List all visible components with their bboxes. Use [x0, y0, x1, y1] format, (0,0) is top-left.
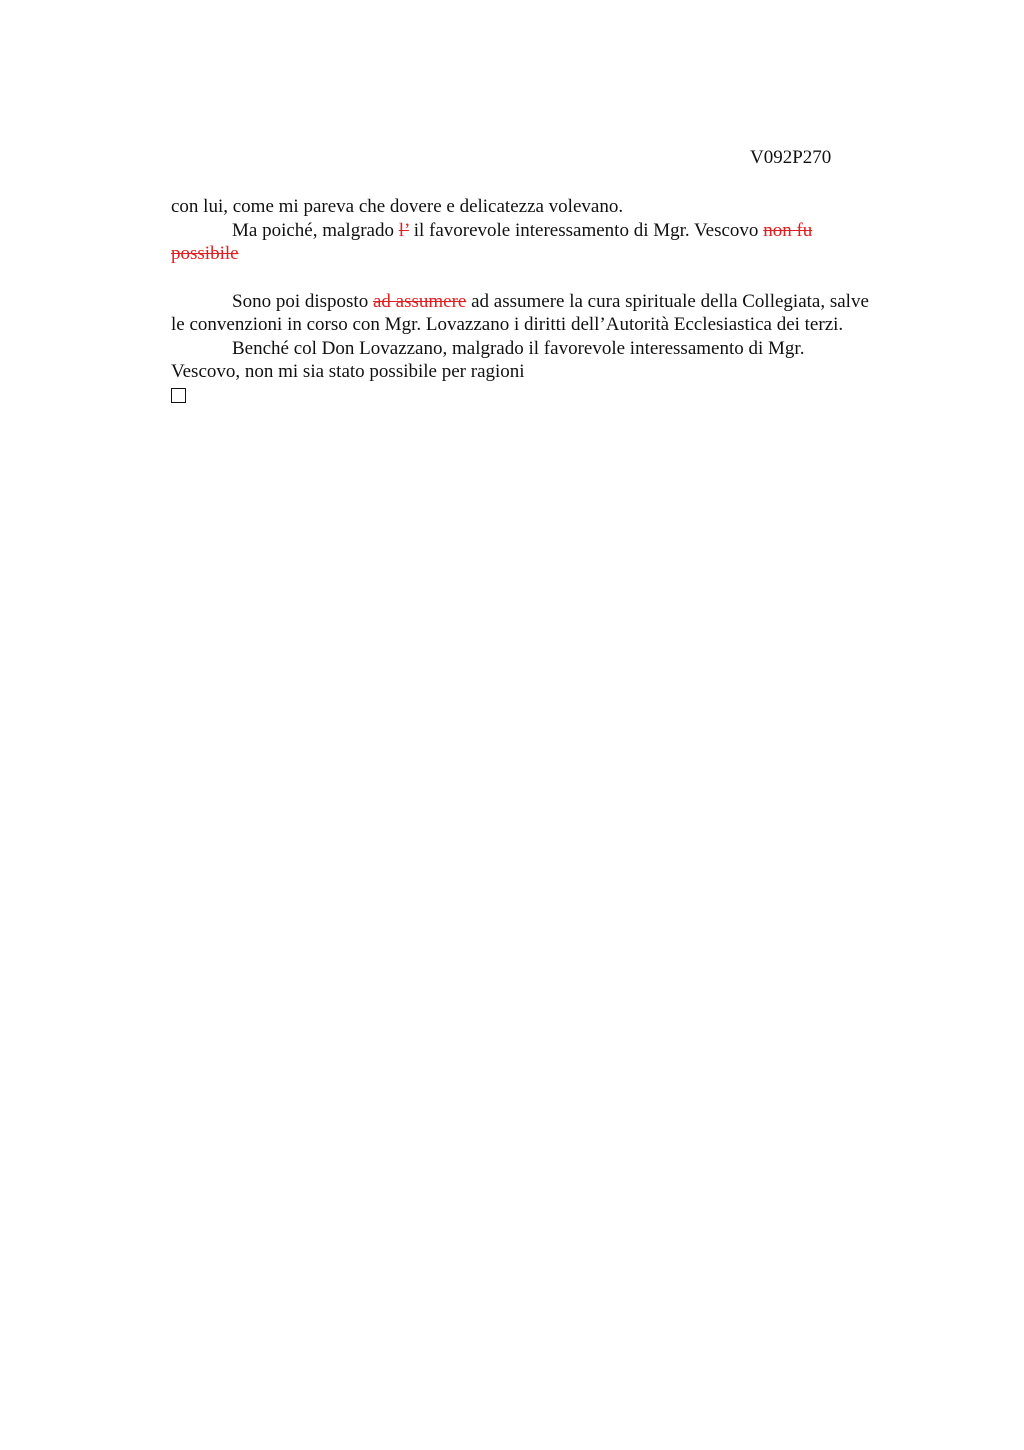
deleted-text: non fu	[763, 219, 813, 241]
paragraph-3-text-b: ad assumere la cura spirituale della Collegiata, salve	[466, 290, 869, 312]
paragraph-2-line-1	[171, 219, 931, 243]
empty-square-icon	[171, 388, 186, 403]
deleted-text: l’	[398, 219, 409, 241]
paragraph-3-line-2: le convenzioni in corso con Mgr. Lovazzano i diritti dell’Autorità Ecclesiastica dei terzi.	[171, 314, 844, 335]
paragraph-4-line-2: Vescovo, non mi sia stato possibile per ragioni	[171, 361, 525, 382]
page-code: V092P270	[750, 147, 832, 168]
paragraph-2-text-b: il favorevole interessamento di Mgr. Vescovo	[408, 219, 764, 241]
paragraph-3-line-1	[171, 290, 931, 314]
deleted-text: possibile	[171, 243, 239, 264]
deleted-text: ad assumere	[372, 290, 467, 312]
paragraph-2-text-a: Ma poiché, malgrado	[232, 219, 399, 241]
paragraph-4-line-1: Benché col Don Lovazzano, malgrado il favorevole interessamento di Mgr.	[232, 337, 805, 359]
paragraph-2-line-2	[171, 242, 931, 266]
document-body	[171, 195, 931, 403]
paragraph-3-text-a: Sono poi disposto	[232, 290, 373, 312]
paragraph-1-line-1: con lui, come mi pareva che dovere e delicatezza volevano.	[171, 196, 624, 217]
blank-line	[171, 266, 931, 290]
